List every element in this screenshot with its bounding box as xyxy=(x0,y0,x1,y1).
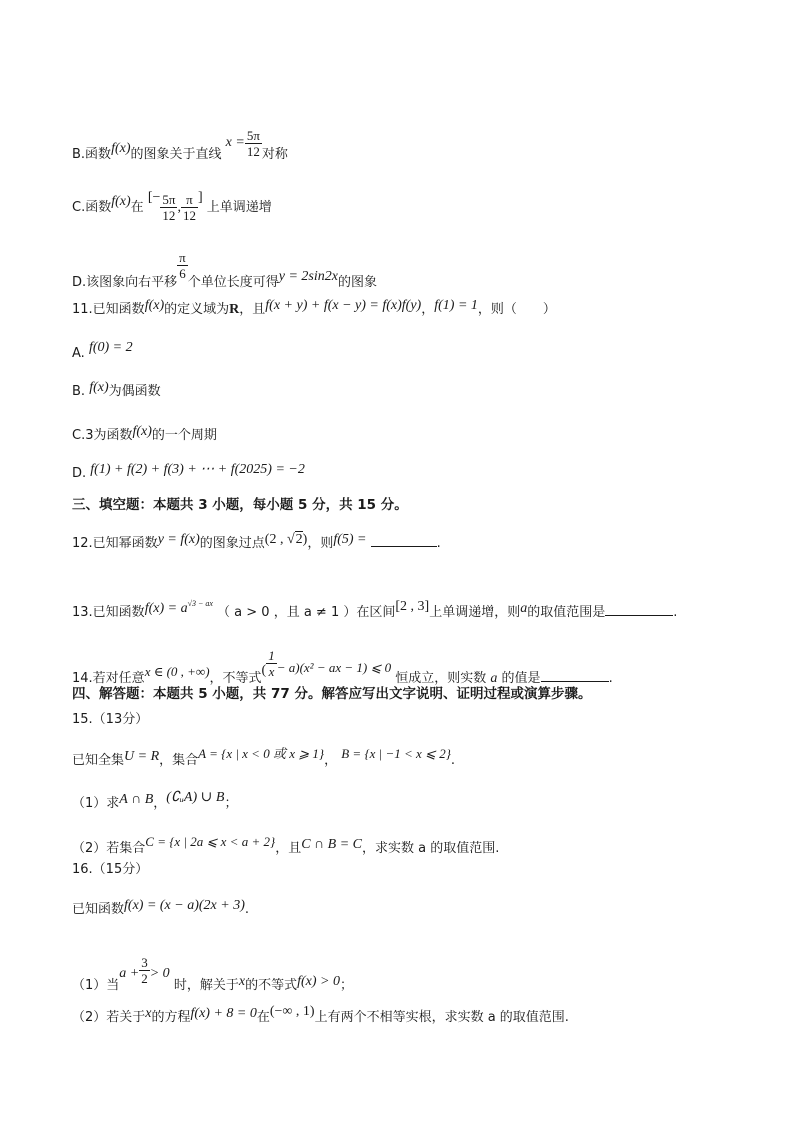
q11-prefix: 11.已知函数 xyxy=(72,302,145,317)
q15-universal-set: U = R xyxy=(124,749,160,764)
q16-s2-in: 在 xyxy=(256,1010,270,1025)
q11-real-set: R xyxy=(229,302,240,317)
q11c-text: 的一个周期 xyxy=(151,428,217,443)
frac-den: 6 xyxy=(179,266,186,281)
q11-option-a xyxy=(72,338,133,364)
question-16-title: 16.（15分） xyxy=(72,862,149,877)
frac-den: 12 xyxy=(246,144,260,159)
q15-set-a: A = {x | x < 0 或 x ⩾ 1} xyxy=(198,746,325,761)
option-d-prefix: D.该图象向右平移 xyxy=(72,275,178,290)
q14-t2: 恒成立，则实数 xyxy=(395,671,487,686)
option-d-mid: 个单位长度可得 xyxy=(187,275,279,290)
frac-num: π xyxy=(179,250,186,265)
q11-t4: ，则（ ） xyxy=(477,302,556,317)
question-15-stem xyxy=(72,744,455,771)
option-b-mid: 的图象关于直线 xyxy=(130,147,222,162)
section-3-heading: 三、填空题：本题共 3 小题，每小题 5 分，共 15 分。 xyxy=(72,497,408,513)
question-16-part-1 xyxy=(72,955,353,996)
q15-s2-end: ，求实数 a 的取值范围. xyxy=(362,841,500,856)
option-b-suffix: 对称 xyxy=(261,147,288,162)
q12-point-sqrt: 2 xyxy=(295,532,303,547)
option-b-prefix: B.函数 xyxy=(72,147,112,162)
q11c-label: C.3为函数 xyxy=(72,428,133,443)
q12-t2: ，则 xyxy=(307,536,334,551)
q15-s1-end: ； xyxy=(224,796,238,811)
q14-t3: 的值是 xyxy=(501,671,541,686)
q11-option-c xyxy=(72,422,217,446)
comma: , xyxy=(177,200,181,215)
q16-s2-eq: f(x) + 8 = 0 xyxy=(190,1006,257,1021)
q12-point-left: (2 , xyxy=(264,532,287,547)
question-15-part-1 xyxy=(72,788,237,814)
option-c-prefix: C.函数 xyxy=(72,200,112,215)
q15-s2-cond: C ∩ B = C xyxy=(301,837,362,852)
q11-option-d xyxy=(72,460,305,484)
q11-t2: ，且 xyxy=(239,302,266,317)
option-b-eq: x = xyxy=(225,135,245,150)
q15-s2-mid: ，且 xyxy=(275,841,302,856)
q11b-text: 为偶函数 xyxy=(108,384,161,399)
q12-eq: y = f(x) xyxy=(157,532,200,547)
question-15-title: 15.（13分） xyxy=(72,712,149,727)
q12-point-right: ) xyxy=(302,532,308,547)
q15-p1: 已知全集 xyxy=(72,753,125,768)
q16-p1: 已知函数 xyxy=(72,902,125,917)
option-b xyxy=(72,128,288,165)
q14-condition: x ∈ (0 , +∞) xyxy=(144,664,210,679)
q12-eq2: f(5) = xyxy=(333,532,367,547)
q14-t1: ，不等式 xyxy=(209,671,262,686)
q14-fraction xyxy=(266,648,277,679)
q11-equation: f(x + y) + f(x − y) = f(x)f(y) xyxy=(265,298,422,313)
q16-s1-a: a + xyxy=(119,966,140,981)
q11a-eq: f(0) = 2 xyxy=(88,340,133,355)
q14-lparen: ( xyxy=(261,663,267,678)
option-b-fraction xyxy=(245,128,262,159)
frac-num: 1 xyxy=(268,648,275,663)
q12-end: . xyxy=(436,536,441,551)
q15-s2-set-c: C = {x | 2a ⩽ x < a + 2} xyxy=(145,834,276,849)
option-d xyxy=(72,250,377,293)
q15-p2: ，集合 xyxy=(159,753,199,768)
frac-num: 5π xyxy=(162,192,176,207)
bracket-left: [− xyxy=(147,190,161,205)
q16-s2-prefix: （2）若关于 xyxy=(72,1010,146,1025)
q13-t3: 的取值范围是 xyxy=(527,605,606,620)
q16-s1-mid: 时，解关于 xyxy=(173,978,239,993)
q15-set-b: B = {x | −1 < x ⩽ 2} xyxy=(341,746,451,761)
frac-den: 12 xyxy=(162,208,176,223)
q15-p3: ， xyxy=(324,753,338,768)
question-16-part-2 xyxy=(72,1002,569,1028)
frac-num: π xyxy=(181,192,198,208)
q13-exponent: √3 − ax xyxy=(187,599,213,608)
bracket-right: ] xyxy=(197,190,203,205)
q11c-fx: f(x) xyxy=(132,424,152,439)
q11-t1: 的定义域为 xyxy=(164,302,230,317)
q16-s1-eq: f(x) > 0 xyxy=(297,974,340,989)
option-b-fx: f(x) xyxy=(111,141,131,156)
option-c-frac1 xyxy=(160,192,177,223)
question-14 xyxy=(72,648,613,689)
frac-den: 12 xyxy=(182,208,196,223)
q16-s2-x: x xyxy=(145,1006,152,1021)
q16-s1-t: 的不等式 xyxy=(245,978,298,993)
frac-den: 2 xyxy=(141,971,148,986)
q12-answer-blank[interactable] xyxy=(371,532,437,547)
q11d-label: D. xyxy=(72,466,87,481)
q12-point: (2 , √2) xyxy=(264,532,308,547)
option-c-fx: f(x) xyxy=(111,194,131,209)
q13-answer-blank[interactable] xyxy=(605,601,673,616)
q11-option-b xyxy=(72,378,161,402)
q16-s1-fraction xyxy=(139,955,150,986)
q15-s1-prefix: （1）求 xyxy=(72,796,120,811)
q16-p2: . xyxy=(244,902,250,917)
q13-interval: [2 , 3] xyxy=(395,599,430,614)
frac-num: 5π xyxy=(246,128,260,143)
q14-prefix: 14.若对任意 xyxy=(72,671,145,686)
q13-var-a: a xyxy=(520,601,528,616)
q15-s2-prefix: （2）若集合 xyxy=(72,841,146,856)
question-11 xyxy=(72,296,556,320)
q14-var-a: a xyxy=(490,671,498,686)
q13-condition: （ a > 0 ，且 a ≠ 1 ）在区间 xyxy=(217,605,396,620)
question-16-stem xyxy=(72,896,249,920)
option-c xyxy=(72,188,272,223)
q11-t3: ， xyxy=(421,302,435,317)
q14-end: . xyxy=(608,671,613,686)
frac-num: 3 xyxy=(141,955,148,970)
option-c-mid: 在 xyxy=(130,200,144,215)
q12-prefix: 12.已知幂函数 xyxy=(72,536,158,551)
question-12 xyxy=(72,530,441,554)
option-d-eq: y = 2sin2x xyxy=(278,269,338,284)
option-d-fraction xyxy=(177,250,188,281)
q16-s1-end: ； xyxy=(339,978,353,993)
q14-inequality: − a)(x² − ax − 1) ⩽ 0 xyxy=(276,660,392,675)
q16-s1-gt: > 0 xyxy=(149,966,170,981)
option-c-suffix: 上单调递增 xyxy=(206,200,272,215)
question-15-part-2 xyxy=(72,832,499,859)
q16-s2-interval: (−∞ , 1) xyxy=(269,1004,315,1019)
q11b-label: B. xyxy=(72,384,86,399)
frac-den: x xyxy=(268,664,275,679)
q11-equation2: f(1) = 1 xyxy=(434,298,478,313)
option-c-frac2 xyxy=(181,192,198,223)
q13-t2: 上单调递增，则 xyxy=(429,605,521,620)
q16-s1-prefix: （1）当 xyxy=(72,978,120,993)
question-13 xyxy=(72,594,677,623)
q13-end: . xyxy=(673,605,678,620)
q14-answer-blank[interactable] xyxy=(541,667,609,682)
q15-p4: . xyxy=(450,753,456,768)
q11a-label: A. xyxy=(72,346,85,361)
q16-s2-t: 的方程 xyxy=(151,1010,191,1025)
q16-function: f(x) = (x − a)(2x + 3) xyxy=(124,898,245,913)
option-d-suffix: 的图象 xyxy=(337,275,377,290)
q11b-fx: f(x) xyxy=(89,380,109,395)
q15-s1-a: A ∩ B xyxy=(119,792,154,807)
q13-prefix: 13.已知函数 xyxy=(72,605,145,620)
q11-fx: f(x) xyxy=(144,298,165,313)
q16-s1-x: x xyxy=(238,974,246,989)
q12-mid: 的图象过点 xyxy=(199,536,265,551)
q15-s1-b: (∁ᵤA) ∪ B xyxy=(166,790,225,805)
q15-s1-c: ， xyxy=(153,796,167,811)
q13-eq: f(x) = a xyxy=(144,601,188,616)
q16-s2-end: 上有两个不相等实根，求实数 a 的取值范围. xyxy=(314,1010,569,1025)
section-4-heading: 四、解答题：本题共 5 小题，共 77 分。解答应写出文字说明、证明过程或演算步骤。 xyxy=(72,686,592,702)
q11d-eq: f(1) + f(2) + f(3) + ⋯ + f(2025) = −2 xyxy=(90,462,305,477)
